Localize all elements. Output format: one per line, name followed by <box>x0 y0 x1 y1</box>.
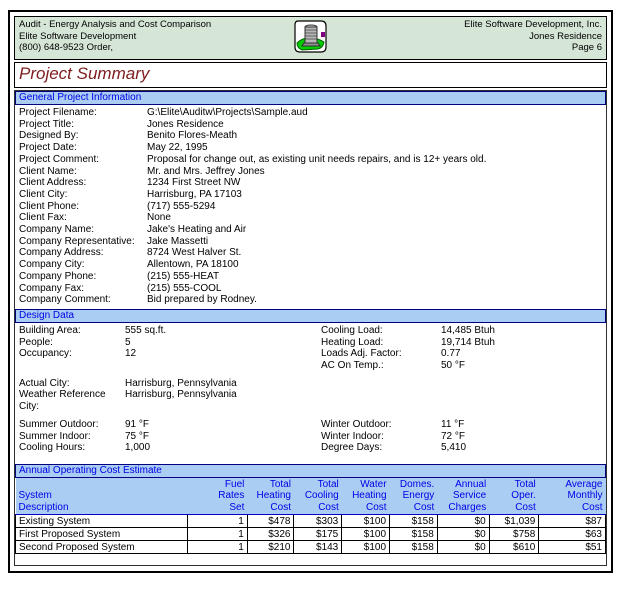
field-row <box>19 236 602 248</box>
field-value: Harrisburg, Pennsylvania <box>125 377 237 389</box>
column-header-line: Domes. <box>399 478 435 490</box>
field-label: Loads Adj. Factor: <box>321 348 402 360</box>
field-label: Summer Indoor: <box>19 430 91 442</box>
field-row <box>19 189 602 201</box>
field-value: 5,410 <box>441 442 467 454</box>
field-value: Bid prepared by Rodney. <box>147 294 257 306</box>
field-value: Jake Massetti <box>147 235 209 247</box>
design-row <box>19 431 602 443</box>
field-label: Client Phone: <box>19 200 80 212</box>
header-line: Jones Residence <box>529 30 602 42</box>
table-cell: 1 <box>188 541 248 554</box>
field-label: Designed By: <box>19 130 79 142</box>
field-label: Company Phone: <box>19 270 97 282</box>
cost-table-header <box>16 478 606 515</box>
design-row <box>19 360 602 372</box>
column-header-line: Oper. <box>511 490 536 502</box>
field-value: 8724 West Halver St. <box>147 247 242 259</box>
table-row <box>16 515 606 528</box>
field-row <box>19 130 602 142</box>
field-label: Client Address: <box>19 177 87 189</box>
column-header-line: Heating <box>352 490 387 502</box>
table-cell: $87 <box>539 515 606 528</box>
table-cell: $0 <box>437 528 489 541</box>
field-value: (215) 555-HEAT <box>147 270 220 282</box>
field-row <box>19 119 602 131</box>
table-cell: $610 <box>489 541 539 554</box>
column-header <box>489 478 539 515</box>
field-value: 19,714 Btuh <box>441 336 495 348</box>
field-value: Jake's Heating and Air <box>147 224 247 236</box>
field-label: City: <box>19 401 39 413</box>
header-line: Audit - Energy Analysis and Cost Comparison <box>19 19 212 30</box>
field-value: 91 °F <box>125 418 150 430</box>
field-row <box>19 201 602 213</box>
cost-header-row <box>16 478 606 515</box>
field-value: 12 <box>125 348 137 360</box>
field-value: Jones Residence <box>147 118 224 130</box>
column-header-line: Water <box>360 478 387 490</box>
header-line: Page 6 <box>571 42 602 53</box>
design-row <box>19 378 602 390</box>
table-row <box>16 541 606 554</box>
section-heading-general <box>15 91 606 105</box>
design-row <box>19 325 602 337</box>
design-row <box>19 419 602 431</box>
field-value <box>125 401 321 413</box>
field-label: Heating Load: <box>321 336 384 348</box>
field-label: Company City: <box>19 259 85 271</box>
table-cell: $758 <box>489 528 539 541</box>
section-heading-general-label: General Project Information <box>19 92 142 103</box>
column-header-line: Set <box>229 501 245 513</box>
table-cell: $326 <box>247 528 294 541</box>
field-label: Building Area: <box>19 324 81 336</box>
column-header <box>294 478 342 515</box>
table-cell: $100 <box>342 515 390 528</box>
header-left-lines <box>19 19 211 54</box>
section-heading-annual <box>15 464 606 478</box>
field-value: 1234 First Street NW <box>147 177 241 189</box>
table-row <box>16 528 606 541</box>
table-cell: $0 <box>437 515 489 528</box>
field-label: Weather Reference <box>19 389 106 401</box>
field-label <box>321 389 441 401</box>
general-fields <box>15 105 606 309</box>
column-header <box>247 478 294 515</box>
table-cell: $100 <box>342 528 390 541</box>
header-line: Elite Software Development, Inc. <box>464 19 602 30</box>
field-label <box>321 378 441 390</box>
field-label: Company Comment: <box>19 294 111 306</box>
column-header-line: Cost <box>515 501 536 513</box>
field-label: Company Representative: <box>19 235 135 247</box>
field-value: (717) 555-5294 <box>147 200 216 212</box>
field-label: Project Date: <box>19 142 77 154</box>
field-value <box>441 389 602 401</box>
column-header <box>539 478 606 515</box>
table-cell: $303 <box>294 515 342 528</box>
field-label: Project Comment: <box>19 153 100 165</box>
field-value: 5 <box>125 336 131 348</box>
field-row <box>19 107 602 119</box>
header-line: (800) 648-9523 Order, <box>19 42 114 53</box>
field-label: Client Fax: <box>19 212 67 224</box>
design-row <box>19 442 602 454</box>
report-header-band <box>14 16 607 60</box>
field-label: Occupancy: <box>19 348 72 360</box>
table-cell: $158 <box>390 515 438 528</box>
column-header-line: Rates <box>218 490 245 502</box>
table-cell: First Proposed System <box>16 528 188 541</box>
field-label: Cooling Load: <box>321 324 383 336</box>
table-cell: $478 <box>247 515 294 528</box>
section-heading-annual-label: Annual Operating Cost Estimate <box>19 464 162 476</box>
column-header-line: Total <box>269 478 291 490</box>
field-label: People: <box>19 336 53 348</box>
field-value: Harrisburg, Pennsylvania <box>125 389 237 401</box>
field-label: Summer Outdoor: <box>19 418 99 430</box>
field-row <box>19 259 602 271</box>
annual-cost-table <box>15 478 606 555</box>
table-cell: $175 <box>294 528 342 541</box>
field-value: 72 °F <box>441 430 466 442</box>
column-header-line: Cost <box>318 501 339 513</box>
table-cell: $51 <box>539 541 606 554</box>
field-value: Harrisburg, PA 17103 <box>147 188 242 200</box>
field-value: None <box>147 212 171 224</box>
column-header <box>390 478 438 515</box>
column-header-line: Total <box>317 478 339 490</box>
column-header-line: Annual <box>455 478 487 490</box>
field-label: Winter Indoor: <box>321 430 384 442</box>
field-value: Proposal for change out, as existing unit needs repairs, and is 12+ years old. <box>147 153 487 165</box>
annual-cost-section <box>15 478 606 566</box>
report-body <box>14 90 607 566</box>
field-value: 75 °F <box>125 430 150 442</box>
table-cell: $143 <box>294 541 342 554</box>
field-row <box>19 283 602 295</box>
report-page <box>8 10 613 573</box>
column-header <box>16 478 188 515</box>
design-row <box>19 401 602 413</box>
page-title: Project Summary <box>19 64 150 83</box>
column-header-line: Cost <box>581 501 603 513</box>
header-line: Elite Software Development <box>19 30 137 42</box>
field-value: May 22, 1995 <box>147 142 208 154</box>
report-title-box <box>14 62 607 88</box>
field-label: Degree Days: <box>321 442 383 454</box>
field-label: Actual City: <box>19 377 70 389</box>
field-label <box>19 360 125 372</box>
field-row <box>19 247 602 259</box>
field-value <box>125 360 321 372</box>
header-right-lines <box>464 19 602 54</box>
cost-table-body <box>16 515 606 554</box>
table-cell: $63 <box>539 528 606 541</box>
field-row <box>19 154 602 166</box>
field-value: Benito Flores-Meath <box>147 130 238 142</box>
column-header-line: System <box>18 490 52 502</box>
field-row <box>19 177 602 189</box>
field-value: (215) 555-COOL <box>147 282 222 294</box>
table-cell: $0 <box>437 541 489 554</box>
column-header-line: Average <box>565 478 603 490</box>
field-row <box>19 271 602 283</box>
field-value: 50 °F <box>441 360 466 372</box>
field-label: Company Address: <box>19 247 104 259</box>
design-row <box>19 348 602 360</box>
column-header <box>188 478 248 515</box>
table-cell: $1,039 <box>489 515 539 528</box>
field-value <box>441 378 602 390</box>
column-header-line: Cooling <box>304 490 339 502</box>
column-header-line: Heating <box>256 490 291 502</box>
table-cell: $158 <box>390 541 438 554</box>
field-value: 14,485 Btuh <box>441 324 495 336</box>
column-header-line: Cost <box>270 501 291 513</box>
field-row <box>19 224 602 236</box>
column-header-line: Cost <box>365 501 387 513</box>
field-row <box>19 142 602 154</box>
column-header-line: Cost <box>413 501 435 513</box>
field-row <box>19 294 602 306</box>
field-value: G:\Elite\Auditw\Projects\Sample.aud <box>147 107 308 118</box>
table-cell: $158 <box>390 528 438 541</box>
column-header-line: Monthly <box>567 490 603 502</box>
column-header-line: Description <box>18 501 69 513</box>
column-header-line: Energy <box>402 490 435 502</box>
field-label <box>321 401 441 413</box>
field-label: Project Filename: <box>19 107 97 118</box>
table-cell: $100 <box>342 541 390 554</box>
field-value: Mr. and Mrs. Jeffrey Jones <box>147 165 265 177</box>
field-label: Client Name: <box>19 165 77 177</box>
field-value: Allentown, PA 18100 <box>147 259 239 271</box>
design-fields <box>15 323 606 464</box>
field-value: 11 °F <box>441 418 465 430</box>
column-header-line: Total <box>514 478 536 490</box>
field-value <box>441 401 602 413</box>
column-header-line: Service <box>452 490 487 502</box>
section-heading-design-label: Design Data <box>19 309 75 321</box>
field-label: Client City: <box>19 188 68 200</box>
table-cell: Second Proposed System <box>16 541 188 554</box>
column-header <box>342 478 390 515</box>
field-label: Company Name: <box>19 224 95 236</box>
field-value: 1,000 <box>125 442 151 454</box>
design-row <box>19 389 602 401</box>
field-value: 555 sq.ft. <box>125 324 167 336</box>
table-cell: Existing System <box>16 515 188 528</box>
hvac-unit-icon-svg <box>294 19 328 53</box>
field-row <box>19 212 602 224</box>
field-label: Company Fax: <box>19 282 85 294</box>
section-heading-design <box>15 309 606 323</box>
field-label: AC On Temp.: <box>321 360 384 372</box>
section-bottom-spacer <box>15 554 606 565</box>
table-cell: 1 <box>188 515 248 528</box>
field-label: Cooling Hours: <box>19 442 86 454</box>
field-label: Project Title: <box>19 118 75 130</box>
design-row <box>19 337 602 349</box>
field-row <box>19 166 602 178</box>
table-cell: 1 <box>188 528 248 541</box>
hvac-unit-icon <box>294 19 328 53</box>
field-label: Winter Outdoor: <box>321 418 392 430</box>
column-header-line: Fuel <box>224 478 245 490</box>
field-value: 0.77 <box>441 348 461 360</box>
column-header-line: Charges <box>448 501 487 513</box>
column-header <box>437 478 489 515</box>
table-cell: $210 <box>247 541 294 554</box>
